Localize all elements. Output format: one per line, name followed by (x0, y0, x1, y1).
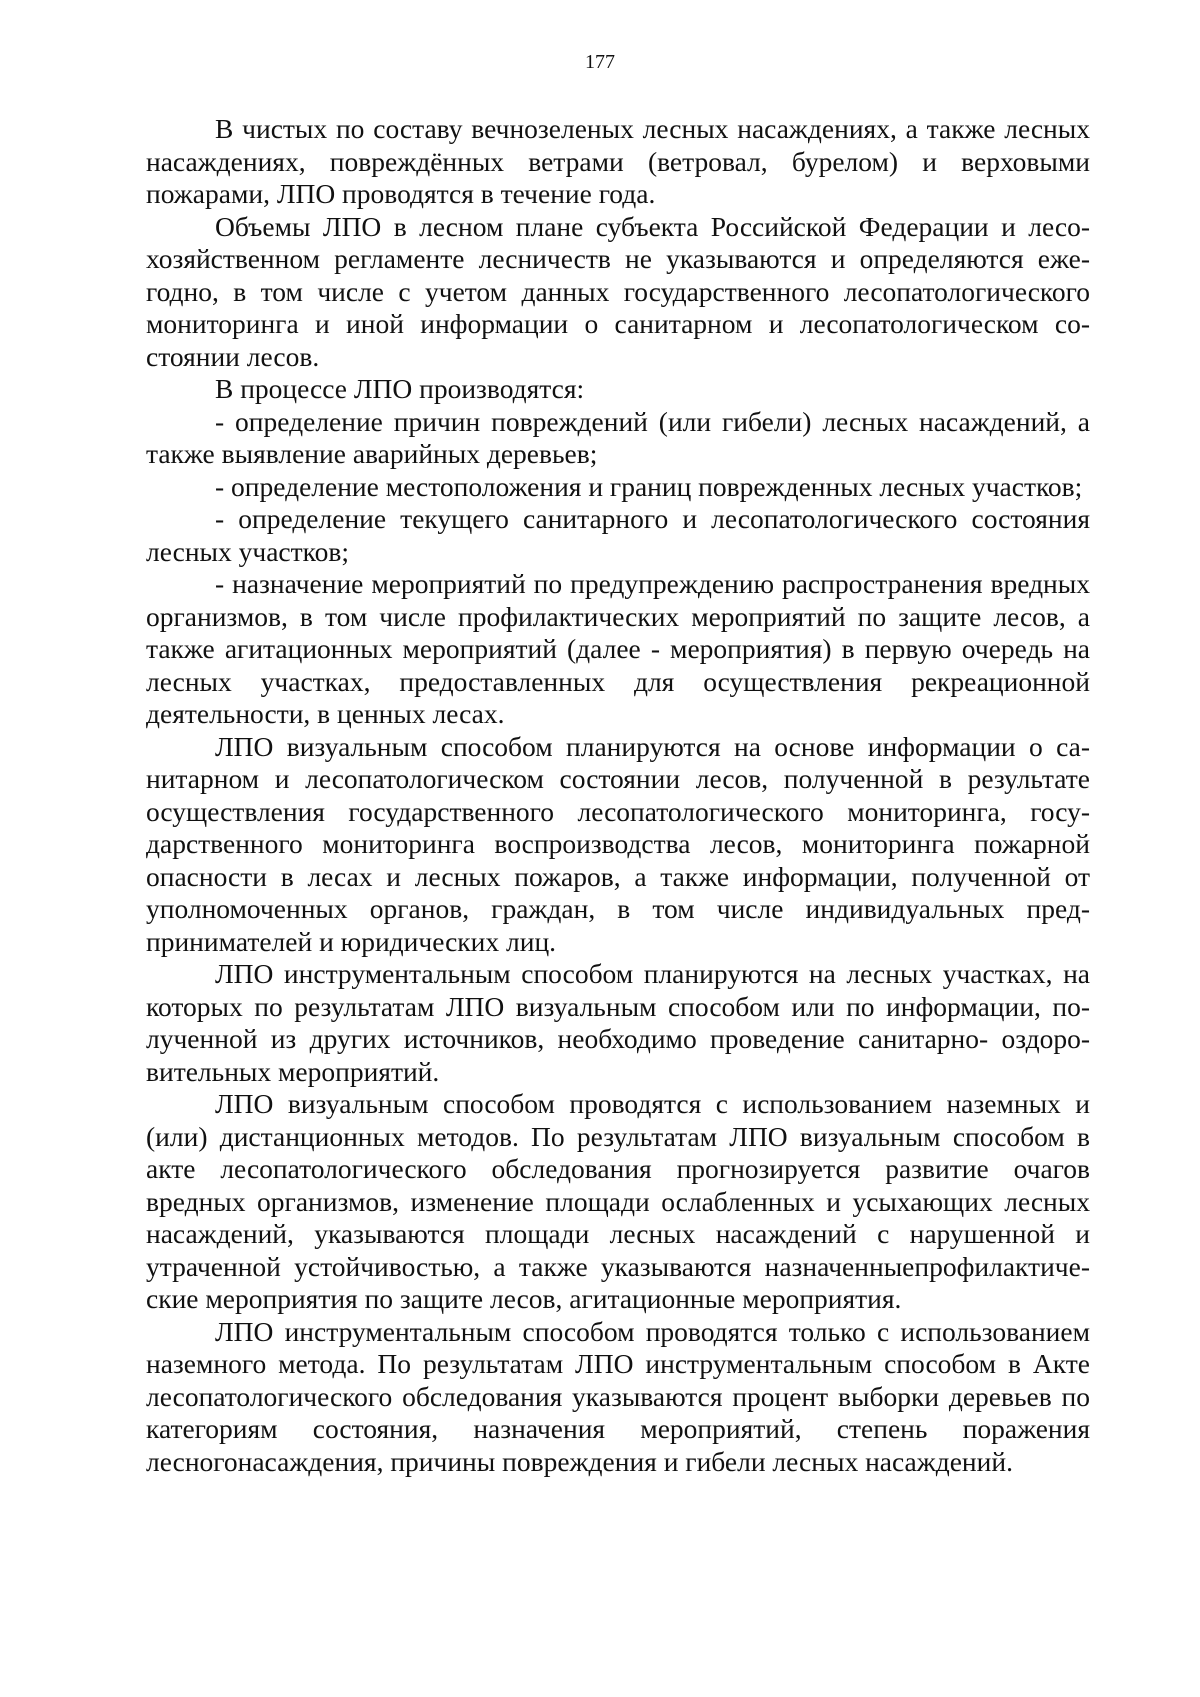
list-item: - определение местоположения и границ поврежденных лесных участков; (215, 470, 1083, 502)
list-item: - назначение мероприятий по предупреждению распространения вредных организмов, в том числе профилактических мероприятий по защите лесов, а также агитационных мероприятий (далее - мероприятия) в первую очередь на лесных участках, предоставленных для осуществления рекреационной деятельности, в ценных лесах. (146, 568, 1090, 729)
paragraph: ЛПО визуальным способом проводятся с использованием наземных и (или) дистанционных методов. По результатам ЛПО визуальным способом в акте лесопатологического обследования прогнозируется развитие очагов вредных организмов, изменение площади ослабленных и усыхающих лесных насаждений, указываются площади лесных насаждений с нарушенной и утраченной устойчивостью, а также указываются назначенныепрофилактические мероприятия по защите лесов, агитационные мероприятия. (146, 1088, 1090, 1314)
paragraph: ЛПО инструментальным способом проводятся только с использованием наземного метода. По результатам ЛПО инструментальным способом в Акте лесопатологического обследования указываются процент выборки деревьев по категориям состояния, назначения мероприятий, степень поражения лесногонасаждения, причины повреждения и гибели лесных насаждений. (146, 1315, 1090, 1477)
list-item: - определение текущего санитарного и лесопатологического состояния лесных участков; (146, 503, 1090, 567)
paragraph: ЛПО инструментальным способом планируются на лесных участках, на которых по результатам ЛПО визуальным способом или по информации, полученной из других источников, необходимо проведение санитарно- оздоровительных мероприятий. (146, 958, 1090, 1087)
paragraph: Объемы ЛПО в лесном плане субъекта Российской Федерации и лесохозяйственном регламенте лесничеств не указываются и определяются ежегодно, в том числе с учетом данных государственного лесопатологического мониторинга и иной информации о санитарном и лесопатологическом состоянии лесов. (146, 210, 1090, 372)
document-body (146, 113, 1090, 1478)
page-number: 177 (585, 51, 615, 73)
paragraph: В чистых по составу вечнозеленых лесных насаждениях, а также лесных насаждениях, повреждённых ветрами (ветровал, бурелом) и верховыми пожарами, ЛПО проводятся в течение года. (146, 113, 1090, 209)
paragraph: В процессе ЛПО производятся: (215, 373, 585, 404)
list-item: - определение причин повреждений (или гибели) лесных насаждений, а также выявление аварийных деревьев; (146, 405, 1090, 469)
paragraph: ЛПО визуальным способом планируются на основе информации о санитарном и лесопатологическом состоянии лесов, полученной в результате осуществления государственного лесопатологического мониторинга, государственного мониторинга воспроизводства лесов, мониторинга пожарной опасности в лесах и лесных пожаров, а также информации, полученной от уполномоченных органов, граждан, в том числе индивидуальных предпринимателей и юридических лиц. (146, 730, 1090, 957)
